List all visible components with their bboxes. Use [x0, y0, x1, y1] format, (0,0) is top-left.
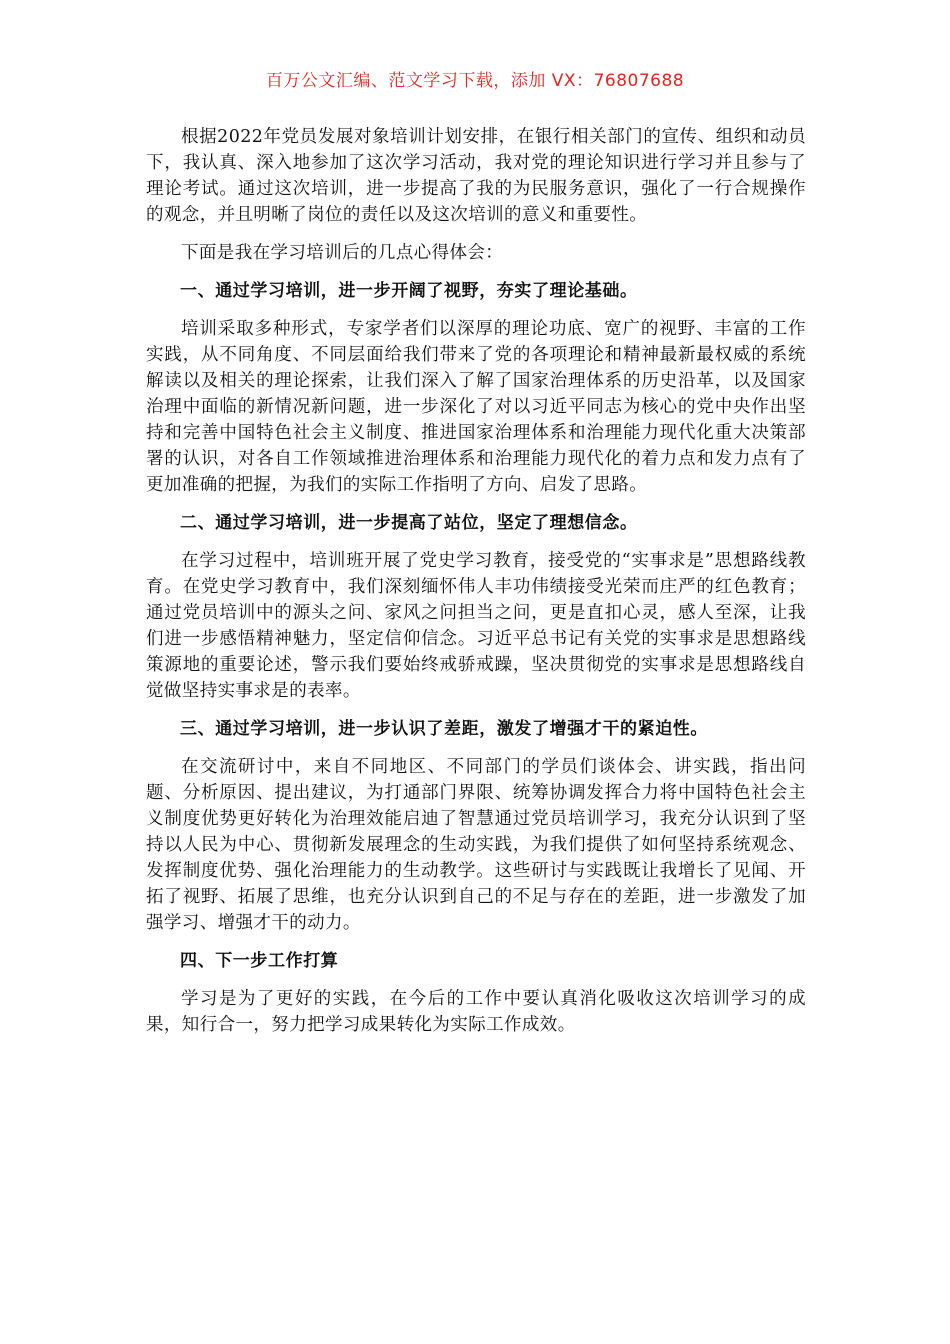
section-body-2: 在学习过程中，培训班开展了党史学习教育，接受党的“实事求是”思想路线教育。在党史学习教育中，我们深刻缅怀伟人丰功伟绩接受光荣而庄严的红色教育；通过党员培训中的源头之问、家风之问担当之问，更是直扣心灵，感人至深，让我们进一步感悟精神魅力，坚定信仰信念。习近平总书记有关党的实事求是思想路线策源地的重要论述，警示我们要始终戒骄戒躁，坚决贯彻党的实事求是思想路线自觉做坚持实事求是的表率。	[146, 551, 806, 701]
ad-banner: 百万公文汇编、范文学习下载，添加 VX：76807688	[265, 71, 685, 91]
section-heading-1: 一、通过学习培训，进一步开阔了视野，夯实了理论基础。	[180, 281, 638, 301]
document-body	[146, 124, 806, 1050]
section-body-4: 学习是为了更好的实践，在今后的工作中要认真消化吸收这次培训学习的成果，知行合一，努力把学习成果转化为实际工作成效。	[146, 989, 806, 1035]
intro-paragraph: 根据2022年党员发展对象培训计划安排，在银行相关部门的宣传、组织和动员下，我认真、深入地参加了这次学习活动，我对党的理论知识进行学习并且参与了理论考试。通过这次培训，进一步提高了我的为民服务意识，强化了一行合规操作的观念，并且明晰了岗位的责任以及这次培训的意义和重要性。	[146, 127, 806, 225]
lead-in-paragraph: 下面是我在学习培训后的几点心得体会：	[181, 243, 504, 263]
section-heading-4: 四、下一步工作打算	[180, 951, 339, 971]
section-body-1: 培训采取多种形式，专家学者们以深厚的理论功底、宽广的视野、丰富的工作实践，从不同角度、不同层面给我们带来了党的各项理论和精神最新最权威的系统解读以及相关的理论探索，让我们深入了解了国家治理体系的历史沿革，以及国家治理中面临的新情况新问题，进一步深化了对以习近平同志为核心的党中央作出坚持和完善中国特色社会主义制度、推进国家治理体系和治理能力现代化重大决策部署的认识，对各自工作领域推进治理体系和治理能力现代化的着力点和发力点有了更加准确的把握，为我们的实际工作指明了方向、启发了思路。	[146, 319, 806, 495]
section-heading-3: 三、通过学习培训，进一步认识了差距，激发了增强才干的紧迫性。	[180, 719, 708, 739]
section-body-3: 在交流研讨中，来自不同地区、不同部门的学员们谈体会、讲实践，指出问题、分析原因、提出建议，为打通部门界限、统筹协调发挥合力将中国特色社会主义制度优势更好转化为治理效能启迪了智慧通过党员培训学习，我充分认识到了坚持以人民为中心、贯彻新发展理念的生动实践，为我们提供了如何坚持系统观念、发挥制度优势、强化治理能力的生动教学。这些研讨与实践既让我增长了见闻、开拓了视野、拓展了思维，也充分认识到自己的不足与存在的差距，进一步激发了加强学习、增强才干的动力。	[146, 757, 806, 933]
section-heading-2: 二、通过学习培训，进一步提高了站位，坚定了理想信念。	[180, 513, 638, 533]
